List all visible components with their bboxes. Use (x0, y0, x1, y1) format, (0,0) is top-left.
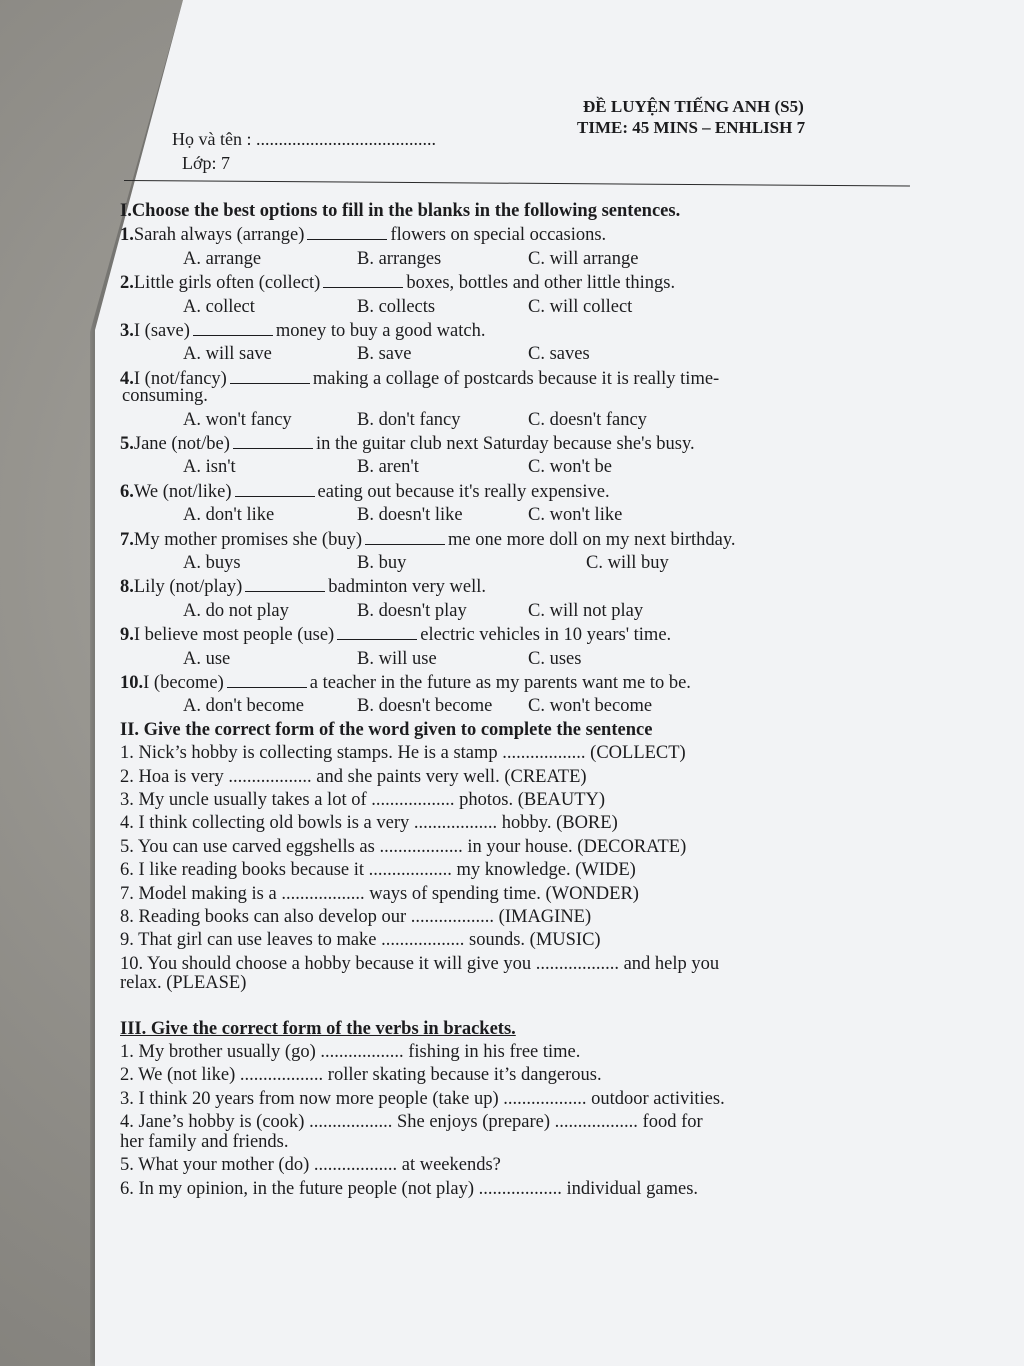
section3-title: III. Give the correct form of the verbs in brackets. (120, 1018, 516, 1039)
question-stem: Sarah always (arrange) (133, 225, 305, 246)
question-item (120, 223, 920, 271)
answer-options (120, 456, 920, 479)
option-a: A. collect (183, 296, 255, 317)
list-item: 8. Reading books can also develop our .................. (IMAGINE) (120, 907, 592, 928)
question-line (120, 528, 920, 552)
question-rest: in the guitar club next Saturday because she's busy. (315, 434, 695, 454)
question-number: 1. (120, 225, 134, 246)
student-info (172, 127, 436, 175)
question-rest: boxes, bottles and other little things. (406, 273, 676, 294)
answer-options (120, 504, 920, 527)
answer-blank (230, 367, 310, 384)
option-c: C. saves (528, 344, 590, 365)
exam-time: TIME: 45 MINS – ENHLISH 7 (577, 118, 806, 137)
option-c: C. will buy (586, 553, 669, 573)
answer-options (120, 343, 920, 366)
question-stem: I believe most people (use) (133, 625, 335, 646)
option-a: A. arrange (183, 248, 262, 269)
answer-blank (245, 575, 325, 592)
question-rest: badminton very well. (328, 577, 487, 598)
answer-options (120, 552, 920, 575)
option-a: A. do not play (183, 600, 289, 621)
option-b: B. don't fancy (357, 409, 461, 430)
list-item: 6. I like reading books because it .................. my knowledge. (WIDE) (120, 860, 636, 881)
question-stem: Lily (not/play) (133, 577, 243, 598)
list-item-continuation: her family and friends. (120, 1131, 289, 1152)
question-stem: My mother promises she (buy) (133, 529, 363, 550)
option-c: C. will collect (528, 296, 633, 317)
question-number: 8. (120, 577, 134, 598)
option-a: A. isn't (183, 457, 236, 478)
answer-options (120, 409, 920, 432)
answer-options (120, 600, 920, 623)
option-b: B. aren't (357, 457, 419, 478)
section3-items (120, 1041, 920, 1201)
answer-blank (323, 271, 403, 288)
answer-options (120, 296, 920, 319)
option-a: A. use (183, 648, 231, 669)
exam-body (120, 200, 920, 1201)
section1-questions (120, 223, 920, 718)
question-number: 3. (120, 321, 134, 341)
header-divider (124, 180, 910, 186)
question-stem: I (not/fancy) (133, 368, 227, 389)
list-item: 3. I think 20 years from now more people (take up) .................. outdoor activities. (120, 1088, 725, 1109)
option-c: C. uses (528, 648, 582, 669)
option-b: B. doesn't play (357, 600, 467, 621)
option-a: A. don't become (183, 696, 304, 717)
answer-blank (233, 432, 313, 449)
question-stem: Little girls often (collect) (133, 273, 321, 294)
question-line (120, 432, 920, 456)
question-line (120, 319, 920, 343)
question-stem: Jane (not/be) (133, 434, 230, 454)
option-c: C. will not play (528, 600, 644, 621)
question-line (120, 271, 920, 295)
name-field: Họ và tên : ........................................ (172, 129, 436, 149)
question-item (120, 319, 920, 367)
option-c: C. will arrange (528, 248, 639, 269)
section2-items (120, 742, 920, 995)
list-item: 10. You should choose a hobby because it will give you .................. and help you (120, 953, 720, 974)
question-item (120, 623, 920, 671)
option-b: B. doesn't become (357, 696, 493, 717)
answer-blank (193, 319, 273, 336)
list-item: 7. Model making is a .................. ways of spending time. (WONDER) (120, 883, 639, 904)
answer-options (120, 695, 920, 718)
question-number: 5. (120, 434, 134, 454)
option-a: A. don't like (183, 505, 275, 526)
question-number: 6. (120, 481, 134, 502)
option-a: A. won't fancy (183, 409, 292, 430)
class-field: Lớp: 7 (182, 153, 231, 173)
question-item (120, 271, 920, 319)
option-c: C. won't become (528, 696, 653, 717)
question-number: 10. (120, 672, 144, 693)
list-item: 4. I think collecting old bowls is a very .................. hobby. (BORE) (120, 813, 618, 834)
question-stem: We (not/like) (133, 481, 232, 502)
answer-options (120, 648, 920, 671)
question-line (120, 671, 920, 695)
question-line (120, 575, 920, 599)
list-item: 2. Hoa is very .................. and she paints very well. (CREATE) (120, 766, 587, 787)
question-rest: flowers on special occasions. (390, 225, 607, 246)
exam-title: ĐỀ LUYỆN TIẾNG ANH (S5) (583, 97, 804, 116)
exam-header (577, 96, 805, 138)
question-rest: a teacher in the future as my parents want me to be. (309, 672, 691, 693)
question-stem: I (save) (133, 321, 190, 341)
option-b: B. arranges (357, 248, 442, 269)
question-rest: me one more doll on my next birthday. (448, 529, 736, 550)
question-rest: money to buy a good watch. (275, 321, 486, 341)
list-item: 2. We (not like) .................. roller skating because it’s dangerous. (120, 1065, 602, 1086)
question-continuation: consuming. (122, 386, 208, 407)
answer-blank (235, 480, 315, 497)
question-item (120, 575, 920, 623)
question-number: 4. (120, 368, 134, 389)
option-b: B. doesn't like (357, 505, 463, 526)
question-number: 9. (120, 625, 134, 646)
option-c: C. doesn't fancy (528, 409, 647, 430)
question-item (120, 528, 920, 576)
question-item (120, 480, 920, 528)
question-number: 2. (120, 273, 134, 294)
question-item (120, 671, 920, 719)
list-item: 1. Nick’s hobby is collecting stamps. He is a stamp .................. (COLLECT) (120, 743, 686, 764)
answer-blank (307, 223, 387, 240)
section1-title: I.Choose the best options to fill in the blanks in the following sentences. (120, 201, 681, 221)
section2-title: II. Give the correct form of the word given to complete the sentence (120, 719, 653, 740)
option-c: C. won't be (528, 457, 613, 478)
answer-blank (365, 528, 445, 545)
list-item: 1. My brother usually (go) .................. fishing in his free time. (120, 1042, 581, 1063)
question-number: 7. (120, 529, 134, 550)
list-item: 5. What your mother (do) .................. at weekends? (120, 1155, 501, 1176)
answer-blank (337, 623, 417, 640)
option-b: B. collects (357, 296, 436, 317)
list-item: 5. You can use carved eggshells as .................. in your house. (DECORATE) (120, 836, 687, 857)
question-line (120, 623, 920, 647)
question-rest: electric vehicles in 10 years' time. (420, 625, 672, 646)
question-line (120, 480, 920, 504)
list-item: 6. In my opinion, in the future people (not play) .................. individual games. (120, 1178, 699, 1199)
list-item: 9. That girl can use leaves to make .................. sounds. (MUSIC) (120, 930, 601, 951)
list-item-continuation: relax. (PLEASE) (120, 973, 247, 994)
option-a: A. will save (183, 344, 272, 365)
list-item: 4. Jane’s hobby is (cook) .................. She enjoys (prepare) .................. food for (120, 1112, 703, 1133)
option-b: B. save (357, 344, 412, 365)
option-b: B. buy (357, 553, 407, 573)
option-a: A. buys (183, 553, 241, 573)
list-item: 3. My uncle usually takes a lot of .................. photos. (BEAUTY) (120, 790, 606, 810)
question-item (120, 367, 920, 432)
question-rest: making a collage of postcards because it is really time- (312, 368, 720, 389)
answer-options (120, 248, 920, 271)
option-c: C. won't like (528, 505, 623, 526)
question-item (120, 432, 920, 480)
answer-blank (227, 671, 307, 688)
question-line (120, 223, 920, 247)
option-b: B. will use (357, 648, 437, 669)
question-stem: I (become) (143, 672, 224, 693)
question-rest: eating out because it's really expensive. (317, 481, 610, 502)
